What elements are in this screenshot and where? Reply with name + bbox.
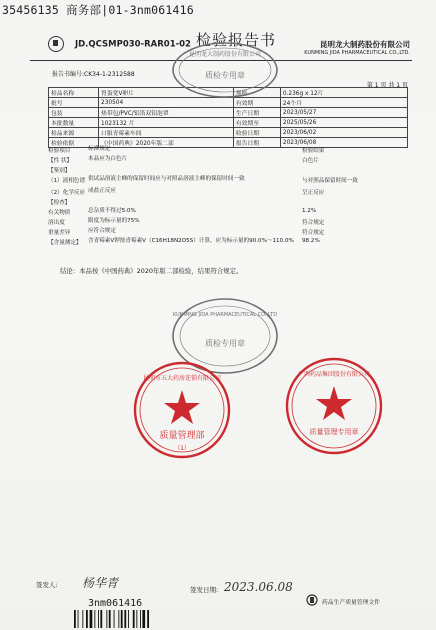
info-cell-k1: 检验依据 — [49, 138, 99, 148]
info-cell-k2: 收验日期 — [233, 128, 280, 138]
result-cell-c1: 【鉴别】 — [48, 168, 71, 174]
result-cell-c3: 1.2% — [302, 208, 317, 214]
info-row — [49, 128, 408, 138]
result-cell-c1: 【检查】 — [48, 200, 71, 206]
result-cell-c2: 总杂质不得过5.0% — [88, 208, 136, 214]
info-cell-v1: 热带包/PVC/铝箔双铝泡罩 — [99, 108, 234, 118]
result-cell-c1: 【含量测定】 — [48, 240, 82, 246]
result-cell-c2: 应符合规定 — [88, 228, 116, 234]
doc-code-text: JD.QCSMP030-RAR01-02 — [74, 39, 191, 50]
result-cell-c2: 标准规定 — [88, 146, 111, 152]
page-number: 第 1 页 共 1 页 — [366, 82, 408, 89]
top-stamp: 35456135 商务部|01-3nm061416 — [2, 3, 194, 17]
result-cell-c2: 供试品溶液主峰的保留时间应与对照品溶液主峰的保留时间一致 — [88, 176, 245, 182]
result-cell-c1: 溶出度 — [48, 220, 65, 226]
bottom-number: 3nm061416 — [88, 598, 143, 609]
result-cell-c2: 限度为标示量的75% — [88, 218, 140, 224]
info-cell-k1: 批号 — [49, 98, 99, 108]
result-cell-c3: 符合规定 — [302, 230, 325, 236]
info-cell-v2: 24个月 — [280, 98, 407, 108]
conclusion: 结论：本品按《中国药典》2020年版二部检验，结果符合规定。 — [60, 267, 243, 275]
info-cell-v1: 230504 — [99, 98, 234, 108]
info-row — [49, 118, 408, 128]
info-cell-v2: 2023/06/02 — [280, 128, 407, 138]
result-cell-c3: 与对照品保留时间一致 — [302, 178, 358, 184]
result-cell-c3: 呈正反应 — [302, 190, 325, 196]
seal-right-center-text: 质量管理专用章 — [309, 428, 359, 436]
red-star-icon — [316, 386, 352, 420]
seal-left-center-text: 质量管理部 — [159, 431, 205, 441]
seal-top — [170, 40, 280, 100]
company-name — [304, 39, 410, 56]
seal-mid-center-text: 质检专用章 — [205, 339, 245, 348]
info-cell-k1: 检品名称 — [49, 88, 99, 98]
result-cell-c1: 有关物质 — [48, 210, 71, 216]
info-cell-v1: 1023132 片 — [99, 118, 234, 128]
result-cell-c1: （1）液相色谱 — [48, 178, 86, 184]
result-cell-c1: 【性 状】 — [48, 158, 73, 164]
report-number: 报告书编号:CK34-1-2312588 — [52, 71, 135, 78]
result-cell-c3: 白色片 — [302, 158, 319, 164]
company-logo-icon — [48, 36, 64, 52]
seal-left — [132, 360, 232, 460]
barcode — [74, 610, 174, 628]
seal-mid-ring-text: KUNMING JIDA PHARMACEUTICAL CO.,LTD — [172, 312, 278, 318]
result-cell-c1: 检验项目 — [48, 148, 71, 154]
company-name-en: KUNMING JIDA PHARMACEUTICAL CO.,LTD. — [304, 50, 410, 56]
footer-text: 药品生产质量管理文件 — [322, 600, 380, 606]
info-cell-k2: 生产日期 — [233, 108, 280, 118]
result-cell-c3: 98.2% — [302, 238, 320, 244]
info-cell-k2: 规格 — [233, 88, 280, 98]
company-name-cn: 昆明龙大制药股份有限公司 — [320, 40, 410, 49]
info-cell-k1: 包装 — [49, 108, 99, 118]
info-cell-k2: 有效期至 — [233, 118, 280, 128]
result-cell-c2: 成盐正反应 — [88, 188, 116, 194]
info-cell-k2: 报告日期 — [233, 138, 280, 148]
result-cell-c2: 含青霉素V钾按青霉素V（C16H18N2O5S）计算，应为标示量的90.0%～110.0% — [88, 238, 294, 244]
info-cell-k1: 本批数量 — [49, 118, 99, 128]
sign-date: 2023.06.08 — [224, 580, 293, 594]
info-cell-v2: 2025/05/26 — [280, 118, 407, 128]
footer-logo-icon — [306, 594, 318, 606]
result-cell-c1: （2）化学反应 — [48, 190, 86, 196]
info-cell-k2: 有效期 — [233, 98, 280, 108]
info-cell-v1: 口服青霉素车间 — [99, 128, 234, 138]
sign-date-label: 签发日期: — [190, 586, 219, 594]
red-star-icon — [164, 390, 200, 424]
seal-left-ring-text: 昆明市五大药房连锁有限公司 — [142, 375, 222, 382]
seal-right — [284, 356, 384, 456]
info-cell-v1: 《中国药典》2020年版二部 — [99, 138, 234, 148]
result-cell-c2: 本品应为白色片 — [88, 156, 128, 162]
result-cell-c3: 符合规定 — [302, 220, 325, 226]
info-cell-v1: 胃蛋宽V卵片 — [99, 88, 234, 98]
seal-top-center-text: 质检专用章 — [205, 71, 245, 80]
info-cell-v2: 2023/05/27 — [280, 108, 407, 118]
result-cell-c3: 检验结果 — [302, 148, 325, 154]
info-cell-v2: 2023/06/08 — [280, 138, 407, 148]
info-row — [49, 108, 408, 118]
seal-right-ring-text: 广西药品集团股份有限公司 — [297, 371, 371, 378]
signer-label: 签发人: — [36, 581, 58, 589]
info-cell-v2: 0.236g x 12片 — [280, 88, 407, 98]
report-title: 检验报告书 — [196, 31, 277, 49]
result-cell-c1: 重量差异 — [48, 230, 71, 236]
seal-top-ring-text: 昆明龙大制药股份有限公司 — [188, 51, 262, 58]
signer-signature: 杨华青 — [82, 576, 119, 590]
info-cell-k1: 检品来源 — [49, 128, 99, 138]
seal-left-sub-text: （1） — [174, 445, 190, 452]
